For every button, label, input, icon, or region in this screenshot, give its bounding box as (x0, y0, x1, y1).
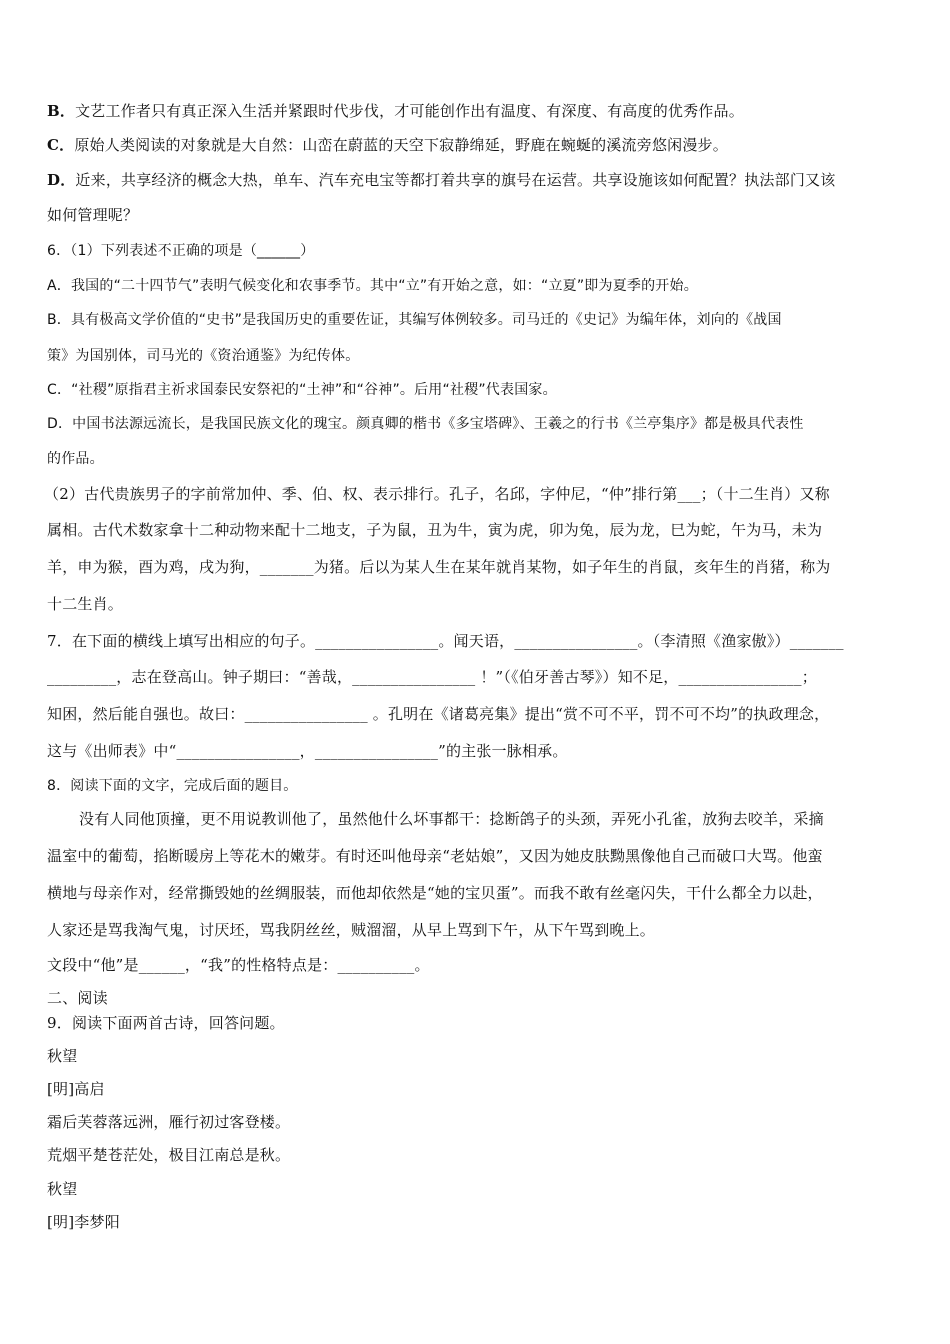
question-7-line: 这与《出师表》中“________________，________________”的主张一脉相承。 (47, 742, 568, 760)
passage-line: 温室中的葡萄，掐断暖房上等花木的嫩芽。有时还叫他母亲“老姑娘”，又因为她皮肤黝黑像他自己而破口大骂。他蛮 (47, 847, 823, 865)
question-7-line: _________，志在登高山。钟子期曰：“善哉，________________ ！”（《伯牙善古琴》）知不足，________________； (47, 668, 817, 686)
option-d-continuation: 如何管理呢？ (47, 206, 139, 224)
question-6-option-a: A．我国的“二十四节气”表明气候变化和农事季节。其中“立”有开始之意，如：“立夏”即为夏季的开始。 (47, 278, 698, 294)
question-9-stem: 9．阅读下面两首古诗，回答问题。 (47, 1014, 285, 1032)
option-d-line (47, 170, 907, 190)
question-6-option-b: B．具有极高文学价值的“史书”是我国历史的重要佐证，其编写体例较多。司马迁的《史记》为编年体，刘向的《战国 (47, 312, 782, 328)
option-text: 文艺工作者只有真正深入生活并紧跟时代步伐，才可能创作出有温度、有深度、有高度的优秀作品。 (75, 102, 744, 120)
option-c-line (47, 135, 907, 155)
question-6-option-d-continuation: 的作品。 (47, 451, 104, 467)
poem-line: 霜后芙蓉落远洲，雁行初过客登楼。 (47, 1113, 291, 1131)
question-6-stem: 6．（1）下列表述不正确的项是（______） (47, 243, 315, 259)
poem-author: [明]高启 (47, 1080, 105, 1098)
poem-title: 秋望 (47, 1047, 78, 1065)
poem-title: 秋望 (47, 1180, 78, 1198)
section-heading: 二、阅读 (47, 989, 108, 1007)
passage-line: 横地与母亲作对，经常撕毁她的丝绸服装，而他却依然是“她的宝贝蛋”。而我不敢有丝毫闪失，干什么都全力以赴， (47, 884, 823, 902)
option-text: 原始人类阅读的对象就是大自然：山峦在蔚蓝的天空下寂静绵延，野鹿在蜿蜒的溪流旁悠闲漫步。 (74, 136, 728, 154)
question-6-option-c: C．“社稷”原指君主祈求国泰民安祭祀的“土神”和“谷神”。后用“社稷”代表国家。 (47, 382, 557, 398)
poem-line: 荒烟平楚苍茫处，极目江南总是秋。 (47, 1146, 291, 1164)
question-8-stem: 8．阅读下面的文字，完成后面的题目。 (47, 778, 298, 794)
question-7-line: 7．在下面的横线上填写出相应的句子。________________。闻天语，________________。（李清照《渔家傲》）_______ (47, 632, 844, 650)
option-text: 近来，共享经济的概念大热，单车、汽车充电宝等都打着共享的旗号在运营。共享设施该如何配置？执法部门又该 (75, 171, 836, 189)
passage-line: 没有人同他顶撞，更不用说教训他了，虽然他什么坏事都干：捻断鸽子的头颈，弄死小孔雀，放狗去咬羊，采摘 (79, 810, 824, 828)
option-label: B． (47, 102, 76, 120)
poem-author: [明]李梦阳 (47, 1213, 120, 1231)
question-7-line: 知困，然后能自强也。故曰：________________ 。孔明在《诸葛亮集》提出“赏不可不平，罚不可不均”的执政理念， (47, 705, 830, 723)
question-6-part-2-line: 属相。古代术数家拿十二种动物来配十二地支，子为鼠，丑为牛，寅为虎，卯为兔，辰为龙，巳为蛇，午为马，未为 (47, 521, 823, 539)
option-label: C． (47, 136, 75, 154)
question-6-option-d: D．中国书法源远流长，是我国民族文化的瑰宝。颜真卿的楷书《多宝塔碑》、王羲之的行书《兰亭集序》都是极具代表性 (47, 416, 804, 432)
question-8-prompt: 文段中“他”是______，“我”的性格特点是：__________。 (47, 956, 430, 974)
passage-line: 人家还是骂我淘气鬼，讨厌坯，骂我阴丝丝，贼溜溜，从早上骂到下午，从下午骂到晚上。 (47, 921, 656, 939)
question-6-part-2-line: 十二生肖。 (47, 595, 124, 613)
option-label: D． (47, 171, 76, 189)
question-6-option-b-continuation: 策》为国别体，司马光的《资治通鉴》为纪传体。 (47, 348, 360, 364)
option-b-line (47, 101, 907, 121)
question-6-part-2: （2）古代贵族男子的字前常加仲、季、伯、权、表示排行。孔子，名邱，字仲尼，“仲”排行第___；（十二生肖）又称 (44, 485, 830, 503)
question-6-part-2-line: 羊，申为猴，酉为鸡，戌为狗，_______为猪。后以为某人生在某年就肖某物，如子年生的肖鼠，亥年生的肖猪，称为 (47, 558, 831, 576)
